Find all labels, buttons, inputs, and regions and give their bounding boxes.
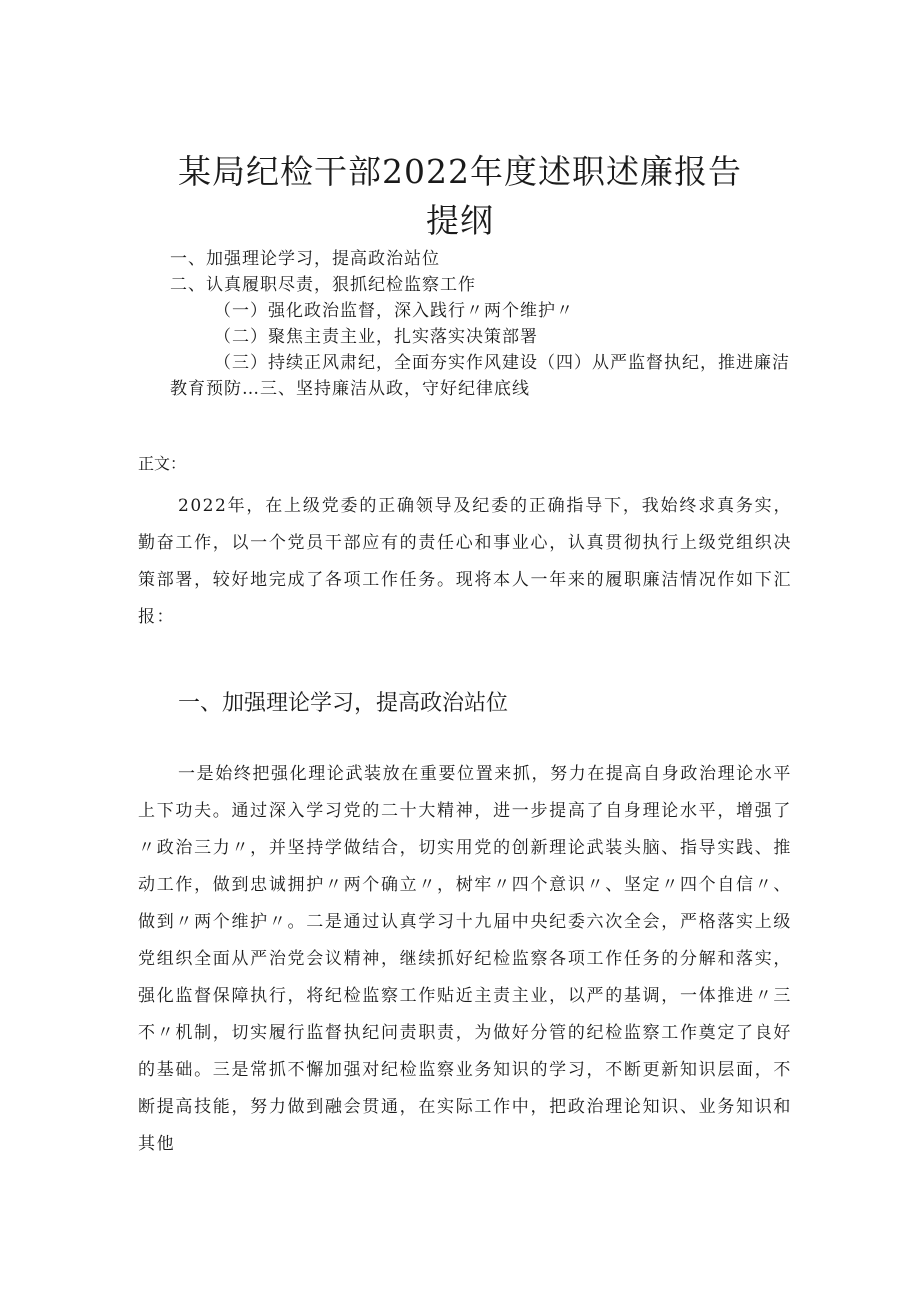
outline-item-3: （一）强化政治监督，深入践行〃两个维护〃: [214, 301, 574, 321]
intro-paragraph: 2022年，在上级党委的正确领导及纪委的正确指导下，我始终求真务实，勤奋工作，以一个党员干部应有的责任心和事业心，认真贯彻执行上级党组织决策部署，较好地完成了各项工作任务。现将本人一年来的履职廉洁情况作如下汇报：: [138, 496, 792, 627]
section1-heading: 一、加强理论学习，提高政治站位: [178, 691, 509, 716]
document-title-line2: 提纲: [426, 201, 494, 240]
outline-item-4: （二）聚焦主责主业，扎实落实决策部署: [214, 327, 538, 347]
document-title-line1: 某局纪检干部2022年度述职述廉报告: [178, 152, 742, 191]
outline-item-2: 二、认真履职尽责，狠抓纪检监察工作: [170, 275, 476, 295]
outline-item-5: （三）持续正风肃纪，全面夯实作风建设（四）从严监督执纪，推进廉洁教育预防…三、坚持廉洁从政，守好纪律底线: [170, 353, 790, 399]
body-label: 正文：: [138, 454, 187, 473]
section1-paragraph: 一是始终把强化理论武装放在重要位置来抓，努力在提高自身政治理论水平上下功夫。通过深入学习党的二十大精神，进一步提高了自身理论水平，增强了〃政治三力〃，并坚持学做结合，切实用党的创新理论武装头脑、指导实践、推动工作，做到忠诚拥护〃两个确立〃，树牢〃四个意识〃、坚定〃四个自信〃、做到〃两个维护〃。二是通过认真学习十九届中央纪委六次全会，严格落实上级党组织全面从严治党会议精神，继续抓好纪检监察各项工作任务的分解和落实，强化监督保障执行，将纪检监察工作贴近主责主业，以严的基调，一体推进〃三不〃机制，切实履行监督执纪问责职责，为做好分管的纪检监察工作奠定了良好的基础。三是常抓不懈加强对纪检监察业务知识的学习，不断更新知识层面，不断提高技能，努力做到融会贯通，在实际工作中，把政治理论知识、业务知识和其他: [138, 764, 792, 1154]
outline-list: [170, 246, 800, 402]
outline-item-1: 一、加强理论学习，提高政治站位: [170, 249, 440, 269]
